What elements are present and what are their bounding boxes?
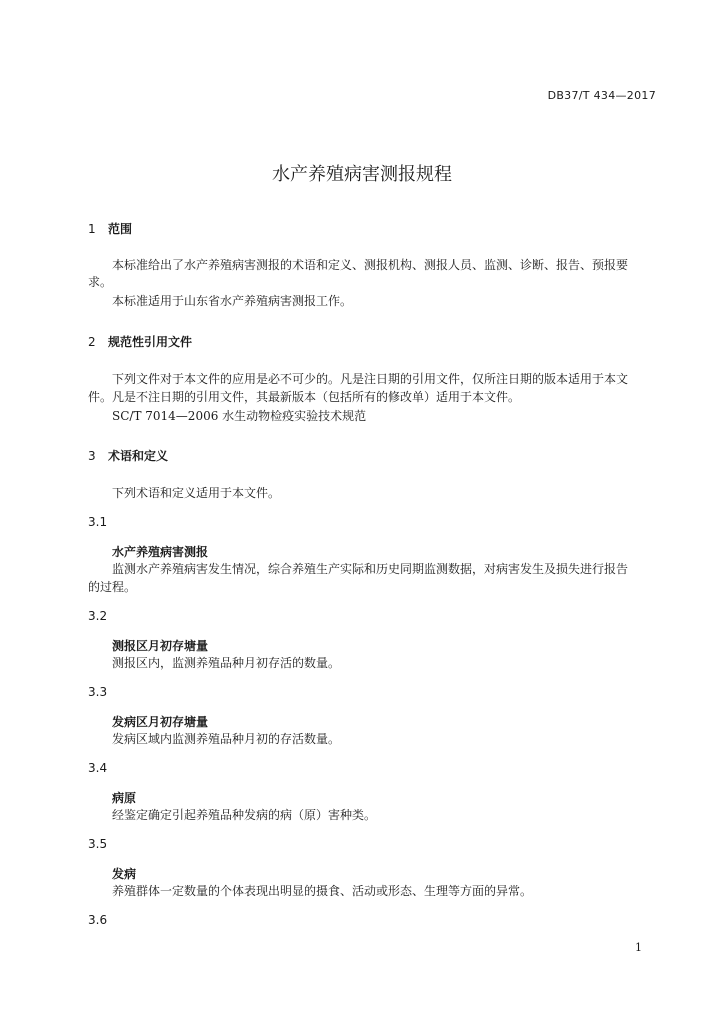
section-number: 3 — [88, 449, 96, 463]
section-number: 2 — [88, 335, 96, 349]
term-name: 水产养殖病害测报 — [112, 545, 209, 559]
term-name: 测报区月初存塘量 — [112, 639, 209, 653]
standard-code: DB37/T 434—2017 — [547, 89, 656, 102]
paragraph-continuation: 件。凡是不注日期的引用文件，其最新版本（包括所有的修改单）适用于本文件。 — [88, 390, 521, 404]
term-number: 3.1 — [88, 515, 108, 529]
term-name: 发病 — [112, 867, 137, 881]
section-2-heading — [88, 333, 192, 350]
term-definition: 经鉴定确定引起养殖品种发病的病（原）害种类。 — [112, 808, 377, 822]
normative-reference: SC/T 7014—2006 水生动物检疫实验技术规范 — [112, 409, 367, 423]
term-number: 3.6 — [88, 913, 108, 927]
term-number: 3.3 — [88, 685, 108, 699]
section-title: 规范性引用文件 — [108, 335, 193, 349]
term-name: 病原 — [112, 791, 137, 805]
term-number: 3.2 — [88, 609, 108, 623]
term-name: 发病区月初存塘量 — [112, 715, 209, 729]
paragraph-continuation: 求。 — [88, 275, 113, 289]
term-definition: 测报区内，监测养殖品种月初存活的数量。 — [112, 656, 341, 670]
paragraph: 下列术语和定义适用于本文件。 — [112, 486, 281, 500]
section-3-heading — [88, 447, 168, 464]
document-title: 水产养殖病害测报规程 — [272, 164, 452, 185]
term-definition: 发病区域内监测养殖品种月初的存活数量。 — [112, 732, 341, 746]
term-number: 3.4 — [88, 761, 108, 775]
section-title: 术语和定义 — [108, 449, 169, 463]
section-1-heading — [88, 220, 132, 237]
paragraph: 本标准适用于山东省水产养殖病害测报工作。 — [112, 294, 353, 308]
term-number: 3.5 — [88, 837, 108, 851]
term-definition: 养殖群体一定数量的个体表现出明显的摄食、活动或形态、生理等方面的异常。 — [112, 884, 533, 898]
paragraph: 本标准给出了水产养殖病害测报的术语和定义、测报机构、测报人员、监测、诊断、报告、预报要 — [112, 258, 629, 272]
section-number: 1 — [88, 222, 96, 236]
paragraph: 下列文件对于本文件的应用是必不可少的。凡是注日期的引用文件，仅所注日期的版本适用于本文 — [112, 372, 629, 386]
section-title: 范围 — [108, 222, 133, 236]
term-definition-continuation: 的过程。 — [88, 580, 137, 594]
term-definition: 监测水产养殖病害发生情况，综合养殖生产实际和历史同期监测数据，对病害发生及损失进行报告 — [112, 562, 629, 576]
page-number: 1 — [635, 941, 642, 954]
